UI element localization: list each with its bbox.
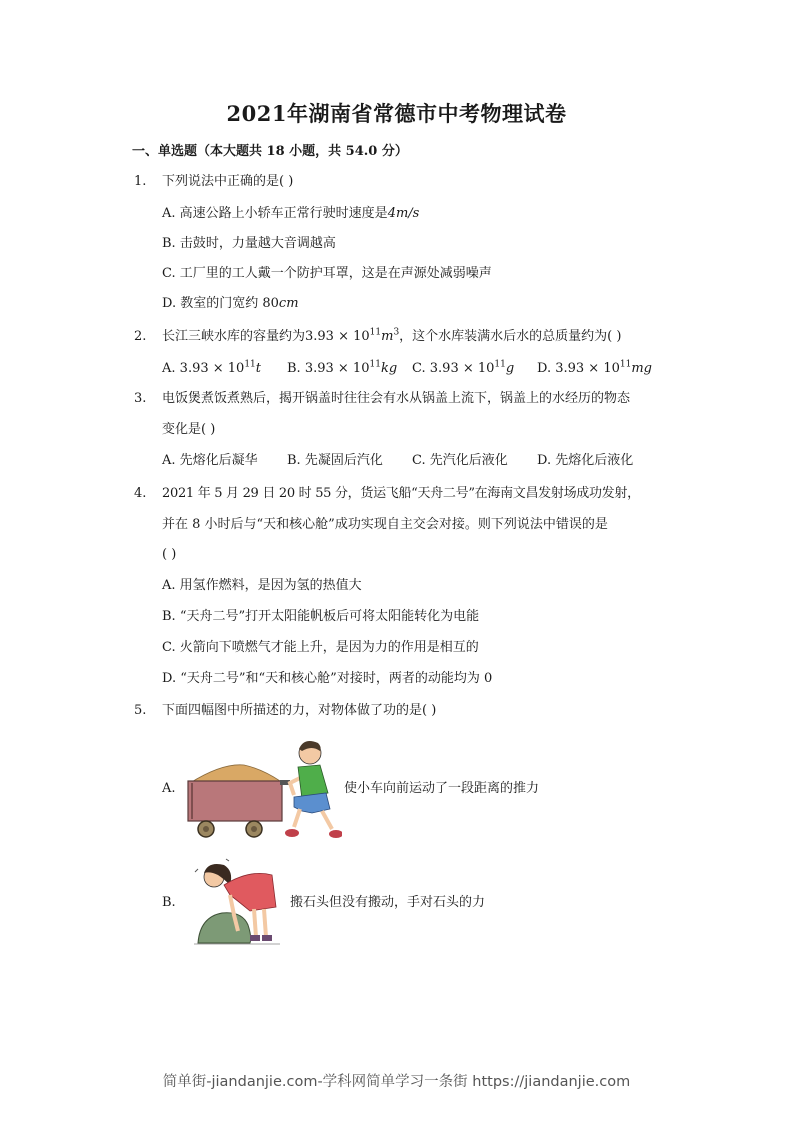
question-number: 4. xyxy=(134,486,147,501)
question-stem xyxy=(162,328,621,346)
option-math: 4m/s xyxy=(387,206,420,221)
option-a-label: A. xyxy=(162,781,176,796)
option-d: D. $3.93 \times 10^{11}mg$ xyxy=(537,359,652,376)
section-title: 一、单选题（本大题共 18 小题，共 54.0 分） xyxy=(132,144,408,159)
question-stem: 下面四幅图中所描述的力，对物体做了功的是( ) xyxy=(162,703,437,718)
footer-watermark: 简单街-jiandanjie.com-学科网简单学习一条街 https://jiandanjie.com xyxy=(162,1074,631,1090)
option-c: C. 先汽化后液化 xyxy=(412,453,508,468)
question-stem: 下列说法中正确的是( ) xyxy=(162,174,294,189)
option-b: B. $3.93 \times 10^{11}kg$ xyxy=(287,359,398,376)
question-stem-line-1: 2021 年 5 月 29 日 20 时 55 分，货运飞船“天舟二号”在海南文昌发射场成功发射， xyxy=(162,486,640,501)
option-d: D. “天舟二号”和“天和核心舱”对接时，两者的动能均为 0 xyxy=(162,671,493,686)
option-a: A. 用氢作燃料，是因为氢的热值大 xyxy=(162,578,362,593)
option-b: B. “天舟二号”打开太阳能帆板后可将太阳能转化为电能 xyxy=(162,609,480,624)
option-text: 高速公路上小轿车正常行驶时速度是 xyxy=(179,206,388,221)
question-stem-line-2: 变化是( ) xyxy=(162,422,216,437)
option-b: B. 先凝固后汽化 xyxy=(287,453,383,468)
unit: m xyxy=(381,329,394,344)
option-b-text: 搬石头但没有搬动，手对石头的力 xyxy=(290,895,486,910)
option-a: A. $3.93 \times 10^{11}t$ xyxy=(162,359,262,376)
option-d: D. 先熔化后液化 xyxy=(537,453,634,468)
options-row xyxy=(162,360,652,378)
question-number: 2. xyxy=(134,329,147,344)
option-c: C. $3.93 \times 10^{11}g$ xyxy=(412,359,515,376)
option-math: cm xyxy=(278,296,299,311)
question-stem-line-1: 电饭煲煮饭煮熟后，揭开锅盖时往往会有水从锅盖上流下，锅盖上的水经历的物态 xyxy=(162,391,631,406)
question-number: 1. xyxy=(134,174,147,189)
question-number: 3. xyxy=(134,391,147,406)
boy-pushing-cart-illustration xyxy=(182,735,342,843)
option-a xyxy=(162,205,419,223)
options-row xyxy=(162,452,633,470)
question-number: 5. xyxy=(134,703,147,718)
option-a-text: 使小车向前运动了一段距离的推力 xyxy=(344,781,540,796)
option-a: A. 先熔化后凝华 xyxy=(162,453,258,468)
stem-text: ，这个水库装满水后水的总质量约为( ) xyxy=(399,329,622,344)
option-text: 击鼓时，力量越大音调越高 xyxy=(179,236,336,251)
exponent: 11 xyxy=(369,327,382,338)
option-d xyxy=(162,295,299,313)
question-stem-line-2: 并在 8 小时后与“天和核心舱”成功实现自主交会对接。则下列说法中错误的是 xyxy=(162,517,608,532)
page-title: 2021年湖南省常德市中考物理试卷 xyxy=(226,101,567,126)
option-b xyxy=(162,235,336,253)
option-c: C. 火箭向下喷燃气才能上升，是因为力的作用是相互的 xyxy=(162,640,479,655)
stem-text: 长江三峡水库的容量约为3.93 × 10 xyxy=(162,329,370,344)
exponent: 3 xyxy=(393,327,400,338)
option-label: C. xyxy=(162,266,176,281)
option-text: 工厂里的工人戴一个防护耳罩，这是在声源处减弱噪声 xyxy=(179,266,492,281)
option-label: A. xyxy=(162,206,176,221)
option-c xyxy=(162,265,492,283)
option-label: D. xyxy=(162,296,177,311)
girl-lifting-rock-illustration xyxy=(190,855,290,950)
option-b-label: B. xyxy=(162,895,176,910)
option-text: 教室的门宽约 80 xyxy=(180,296,279,311)
question-stem-line-3: ( ) xyxy=(162,547,177,562)
option-label: B. xyxy=(162,236,176,251)
